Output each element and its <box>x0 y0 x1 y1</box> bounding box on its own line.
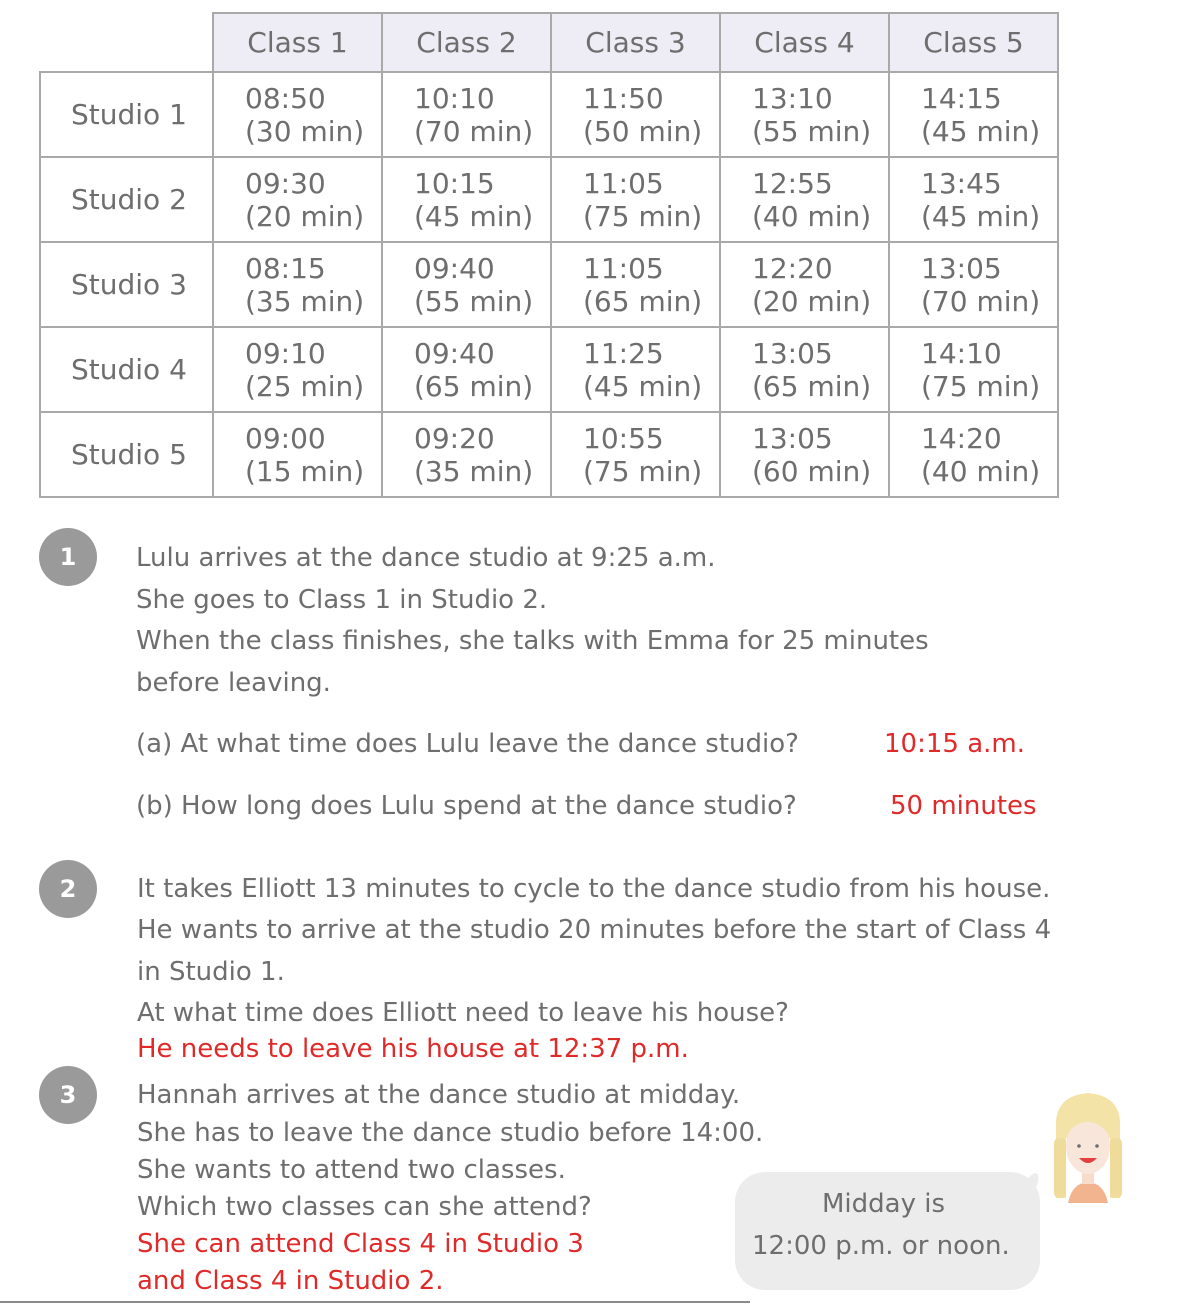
class-time-cell <box>551 242 720 327</box>
class-duration: (35 min) <box>414 454 534 488</box>
timetable-row <box>40 412 1058 497</box>
q2-text-line: He wants to arrive at the studio 20 minutes before the start of Class 4 <box>137 915 1052 945</box>
class-start-time: 11:05 <box>583 166 664 200</box>
class-start-time: 11:05 <box>583 251 664 285</box>
q3-text-line: Which two classes can she attend? <box>137 1192 592 1222</box>
q2-text-line: in Studio 1. <box>137 957 285 987</box>
class-duration: (35 min) <box>245 284 365 318</box>
timetable-row <box>40 327 1058 412</box>
class-duration: (55 min) <box>414 284 534 318</box>
studio-row-header: Studio 4 <box>40 327 213 412</box>
timetable-body <box>40 72 1058 497</box>
class-start-time: 09:30 <box>245 166 326 200</box>
column-header: Class 2 <box>382 13 551 72</box>
class-duration: (45 min) <box>583 369 703 403</box>
class-start-time: 09:40 <box>414 336 495 370</box>
column-header: Class 5 <box>889 13 1058 72</box>
q1-text-line: Lulu arrives at the dance studio at 9:25 a.m. <box>136 543 716 573</box>
q1-text-line: She goes to Class 1 in Studio 2. <box>136 585 548 615</box>
timetable-corner <box>40 13 213 72</box>
class-start-time: 09:00 <box>245 421 326 455</box>
class-time-cell <box>551 72 720 157</box>
timetable-row <box>40 242 1058 327</box>
class-time-cell <box>213 157 382 242</box>
class-duration: (45 min) <box>921 199 1041 233</box>
class-duration: (20 min) <box>752 284 872 318</box>
class-duration: (70 min) <box>414 114 534 148</box>
class-duration: (65 min) <box>583 284 703 318</box>
q2-text-line: It takes Elliott 13 minutes to cycle to the dance studio from his house. <box>137 874 1051 904</box>
class-duration: (65 min) <box>752 369 872 403</box>
q2-text-line: At what time does Elliott need to leave his house? <box>137 998 789 1028</box>
q1a-question: (a) At what time does Lulu leave the dance studio? <box>136 729 799 759</box>
column-header: Class 3 <box>551 13 720 72</box>
class-time-cell <box>889 327 1058 412</box>
class-start-time: 09:10 <box>245 336 326 370</box>
class-time-cell <box>213 72 382 157</box>
class-duration: (25 min) <box>245 369 365 403</box>
studio-row-header: Studio 1 <box>40 72 213 157</box>
class-timetable <box>39 12 1059 498</box>
girl-character-icon <box>1048 1088 1128 1203</box>
class-duration: (60 min) <box>752 454 872 488</box>
speech-bubble-line: Midday is <box>822 1189 946 1219</box>
class-start-time: 10:55 <box>583 421 664 455</box>
class-duration: (50 min) <box>583 114 703 148</box>
class-start-time: 12:20 <box>752 251 833 285</box>
q3-text-line: She has to leave the dance studio before 14:00. <box>137 1118 764 1148</box>
class-time-cell <box>720 412 889 497</box>
class-duration: (65 min) <box>414 369 534 403</box>
studio-row-header: Studio 5 <box>40 412 213 497</box>
class-time-cell <box>720 242 889 327</box>
class-start-time: 08:50 <box>245 81 326 115</box>
class-time-cell <box>889 72 1058 157</box>
class-start-time: 10:10 <box>414 81 495 115</box>
q3-text-line: Hannah arrives at the dance studio at midday. <box>137 1080 741 1110</box>
class-duration: (70 min) <box>921 284 1041 318</box>
column-header: Class 4 <box>720 13 889 72</box>
class-time-cell <box>213 327 382 412</box>
class-time-cell <box>720 72 889 157</box>
q2-answer: He needs to leave his house at 12:37 p.m. <box>137 1034 689 1064</box>
studio-row-header: Studio 2 <box>40 157 213 242</box>
class-start-time: 13:05 <box>752 421 833 455</box>
q1-text-line: When the class finishes, she talks with Emma for 25 minutes <box>136 626 929 656</box>
class-time-cell <box>889 412 1058 497</box>
class-time-cell <box>720 157 889 242</box>
question-number-badge: 1 <box>39 528 97 586</box>
class-start-time: 08:15 <box>245 251 326 285</box>
class-start-time: 09:20 <box>414 421 495 455</box>
class-start-time: 13:45 <box>921 166 1002 200</box>
class-duration: (30 min) <box>245 114 365 148</box>
class-duration: (40 min) <box>752 199 872 233</box>
class-time-cell <box>382 72 551 157</box>
class-duration: (40 min) <box>921 454 1041 488</box>
class-start-time: 14:20 <box>921 421 1002 455</box>
timetable-row <box>40 72 1058 157</box>
class-time-cell <box>382 412 551 497</box>
class-time-cell <box>720 327 889 412</box>
class-time-cell <box>551 412 720 497</box>
class-start-time: 11:50 <box>583 81 664 115</box>
class-start-time: 13:10 <box>752 81 833 115</box>
class-start-time: 14:10 <box>921 336 1002 370</box>
q1b-answer: 50 minutes <box>890 791 1037 821</box>
class-duration: (20 min) <box>245 199 365 233</box>
class-time-cell <box>889 157 1058 242</box>
class-time-cell <box>889 242 1058 327</box>
class-time-cell <box>551 157 720 242</box>
class-time-cell <box>382 157 551 242</box>
timetable-row <box>40 157 1058 242</box>
q1-text-line: before leaving. <box>136 668 331 698</box>
class-time-cell <box>551 327 720 412</box>
class-start-time: 13:05 <box>752 336 833 370</box>
class-duration: (45 min) <box>414 199 534 233</box>
speech-bubble-line: 12:00 p.m. or noon. <box>752 1231 1010 1261</box>
class-duration: (45 min) <box>921 114 1041 148</box>
class-start-time: 09:40 <box>414 251 495 285</box>
class-duration: (75 min) <box>583 454 703 488</box>
q3-answer-line: and Class 4 in Studio 2. <box>137 1266 444 1296</box>
question-number-badge: 2 <box>39 860 97 918</box>
class-duration: (75 min) <box>583 199 703 233</box>
q1b-question: (b) How long does Lulu spend at the dance studio? <box>136 791 797 821</box>
bottom-divider <box>0 1301 750 1303</box>
q1a-answer: 10:15 a.m. <box>884 729 1025 759</box>
class-time-cell <box>382 327 551 412</box>
class-duration: (75 min) <box>921 369 1041 403</box>
class-start-time: 11:25 <box>583 336 664 370</box>
class-time-cell <box>213 242 382 327</box>
class-duration: (15 min) <box>245 454 365 488</box>
timetable-header-row <box>40 13 1058 72</box>
q3-answer-line: She can attend Class 4 in Studio 3 <box>137 1229 584 1259</box>
class-time-cell <box>213 412 382 497</box>
class-start-time: 14:15 <box>921 81 1002 115</box>
class-start-time: 10:15 <box>414 166 495 200</box>
class-duration: (55 min) <box>752 114 872 148</box>
column-header: Class 1 <box>213 13 382 72</box>
class-time-cell <box>382 242 551 327</box>
class-start-time: 13:05 <box>921 251 1002 285</box>
class-start-time: 12:55 <box>752 166 833 200</box>
q3-text-line: She wants to attend two classes. <box>137 1155 566 1185</box>
question-number-badge: 3 <box>39 1066 97 1124</box>
studio-row-header: Studio 3 <box>40 242 213 327</box>
